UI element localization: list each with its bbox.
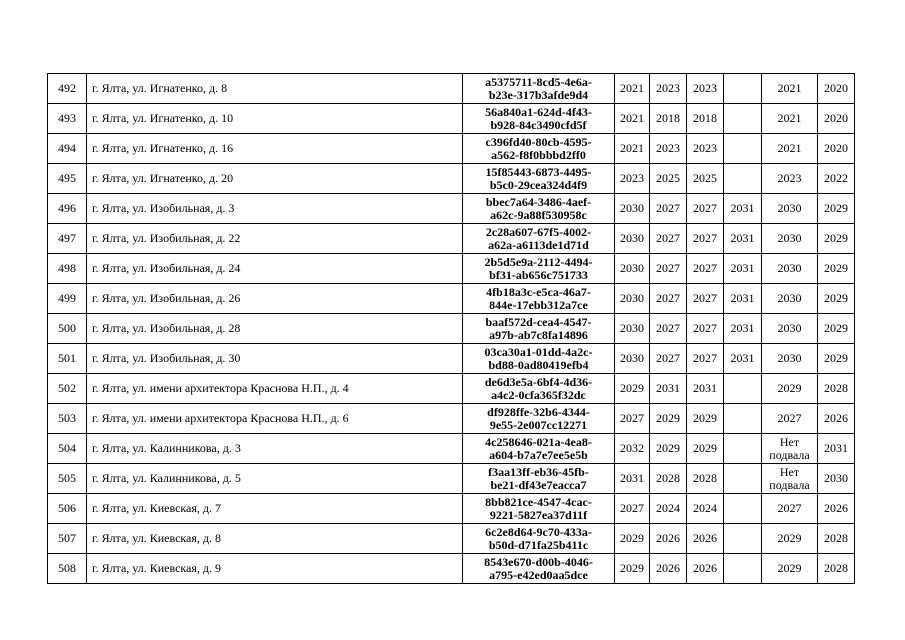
year-cell-c1: 2032 (615, 434, 650, 464)
guid-cell (463, 404, 615, 434)
row-number-cell: 499 (48, 284, 87, 314)
row-number-cell: 494 (48, 134, 87, 164)
table-row (48, 164, 855, 194)
year-cell-c5: 2030 (762, 254, 818, 284)
guid-part-2: 844e-17ebb312a7ce (489, 297, 588, 312)
address-cell: г. Ялта, ул. Изобильная, д. 30 (87, 344, 463, 374)
guid-part-1: 15f85443-6873-4495- (485, 164, 592, 179)
year-cell-c6: 2020 (818, 134, 855, 164)
row-number-cell: 504 (48, 434, 87, 464)
row-number-cell: 505 (48, 464, 87, 494)
year-cell-c4 (724, 374, 762, 404)
year-cell-c3: 2028 (687, 464, 724, 494)
year-cell-c1: 2031 (615, 464, 650, 494)
row-number-cell: 502 (48, 374, 87, 404)
year-cell-c1: 2030 (615, 254, 650, 284)
table-row (48, 224, 855, 254)
year-cell-c3: 2023 (687, 134, 724, 164)
guid-part-2: a62a-a6113de1d71d (488, 237, 589, 252)
guid-part-2: bd88-0ad80419efb4 (488, 357, 589, 372)
year-cell-c5: Нет подвала (762, 434, 818, 464)
address-cell: г. Ялта, ул. Калинникова, д. 5 (87, 464, 463, 494)
year-cell-c6: 2029 (818, 344, 855, 374)
year-cell-c6: 2029 (818, 254, 855, 284)
table-row (48, 404, 855, 434)
address-cell: г. Ялта, ул. имени архитектора Краснова Н.П., д. 4 (87, 374, 463, 404)
document-table-container (47, 73, 855, 584)
guid-cell (463, 134, 615, 164)
address-cell: г. Ялта, ул. Игнатенко, д. 10 (87, 104, 463, 134)
year-cell-c3: 2025 (687, 164, 724, 194)
guid-part-2: bf31-ab656c751733 (489, 267, 588, 282)
address-cell: г. Ялта, ул. Киевская, д. 9 (87, 554, 463, 584)
year-cell-c3: 2026 (687, 554, 724, 584)
row-number-cell: 508 (48, 554, 87, 584)
year-cell-c4: 2031 (724, 194, 762, 224)
guid-part-1: f3aa13ff-eb36-45fb- (488, 464, 589, 479)
address-cell: г. Ялта, ул. Игнатенко, д. 8 (87, 74, 463, 104)
year-cell-c3: 2018 (687, 104, 724, 134)
year-cell-c1: 2030 (615, 344, 650, 374)
guid-part-1: 2c28a607-67f5-4002- (485, 224, 592, 239)
table-row (48, 524, 855, 554)
year-cell-c1: 2030 (615, 284, 650, 314)
year-cell-c4 (724, 494, 762, 524)
year-cell-c5: 2021 (762, 134, 818, 164)
year-cell-c4 (724, 134, 762, 164)
address-table (47, 73, 855, 584)
address-cell: г. Ялта, ул. имени архитектора Краснова Н.П., д. 6 (87, 404, 463, 434)
table-row (48, 74, 855, 104)
year-cell-c5: 2021 (762, 74, 818, 104)
guid-part-2: b50d-d71fa25b411c (488, 537, 589, 552)
year-cell-c2: 2023 (650, 74, 687, 104)
guid-part-1: bbec7a64-3486-4aef- (485, 194, 592, 209)
year-cell-c5: 2029 (762, 554, 818, 584)
guid-cell (463, 434, 615, 464)
guid-cell (463, 374, 615, 404)
table-row (48, 554, 855, 584)
guid-part-2: a4c2-0cfa365f32dc (491, 387, 586, 402)
guid-cell (463, 104, 615, 134)
year-cell-c3: 2029 (687, 434, 724, 464)
table-row (48, 134, 855, 164)
year-cell-c2: 2026 (650, 554, 687, 584)
guid-part-2: b928-84c3490cfd5f (490, 117, 587, 132)
year-cell-c4 (724, 464, 762, 494)
year-cell-c6: 2022 (818, 164, 855, 194)
year-cell-c2: 2024 (650, 494, 687, 524)
guid-cell (463, 554, 615, 584)
guid-cell (463, 224, 615, 254)
row-number-cell: 507 (48, 524, 87, 554)
guid-part-1: baaf572d-cea4-4547- (485, 314, 592, 329)
table-row (48, 434, 855, 464)
year-cell-c6: 2029 (818, 194, 855, 224)
row-number-cell: 495 (48, 164, 87, 194)
address-cell: г. Ялта, ул. Киевская, д. 8 (87, 524, 463, 554)
table-row (48, 374, 855, 404)
table-row (48, 344, 855, 374)
year-cell-c5: 2027 (762, 494, 818, 524)
year-cell-c6: 2026 (818, 494, 855, 524)
guid-part-1: 56a840a1-624d-4f43- (485, 104, 592, 119)
year-cell-c2: 2028 (650, 464, 687, 494)
row-number-cell: 506 (48, 494, 87, 524)
year-cell-c3: 2031 (687, 374, 724, 404)
address-cell: г. Ялта, ул. Игнатенко, д. 16 (87, 134, 463, 164)
year-cell-c1: 2030 (615, 314, 650, 344)
year-cell-c2: 2027 (650, 224, 687, 254)
year-cell-c1: 2030 (615, 194, 650, 224)
guid-cell (463, 344, 615, 374)
year-cell-c1: 2027 (615, 494, 650, 524)
year-cell-c5: 2029 (762, 524, 818, 554)
address-cell: г. Ялта, ул. Калинникова, д. 3 (87, 434, 463, 464)
year-cell-c6: 2029 (818, 284, 855, 314)
row-number-cell: 498 (48, 254, 87, 284)
table-row (48, 194, 855, 224)
year-cell-c1: 2030 (615, 224, 650, 254)
year-cell-c5: 2030 (762, 224, 818, 254)
year-cell-c4: 2031 (724, 254, 762, 284)
year-cell-c4 (724, 434, 762, 464)
row-number-cell: 503 (48, 404, 87, 434)
year-cell-c1: 2029 (615, 554, 650, 584)
guid-cell (463, 74, 615, 104)
guid-cell (463, 464, 615, 494)
year-cell-c5: 2027 (762, 404, 818, 434)
year-cell-c6: 2030 (818, 464, 855, 494)
year-cell-c5: Нет подвала (762, 464, 818, 494)
guid-part-1: 8bb821ce-4547-4cac- (485, 494, 592, 509)
guid-cell (463, 314, 615, 344)
year-cell-c2: 2023 (650, 134, 687, 164)
year-cell-c4 (724, 404, 762, 434)
year-cell-c6: 2026 (818, 404, 855, 434)
address-cell: г. Ялта, ул. Игнатенко, д. 20 (87, 164, 463, 194)
year-cell-c2: 2029 (650, 434, 687, 464)
guid-part-1: 8543e670-d00b-4046- (484, 554, 593, 569)
guid-part-2: 9221-5827ea37d11f (489, 507, 588, 522)
year-cell-c2: 2026 (650, 524, 687, 554)
year-cell-c3: 2027 (687, 344, 724, 374)
year-cell-c3: 2027 (687, 254, 724, 284)
year-cell-c3: 2027 (687, 314, 724, 344)
year-cell-c6: 2020 (818, 74, 855, 104)
year-cell-c2: 2018 (650, 104, 687, 134)
row-number-cell: 500 (48, 314, 87, 344)
year-cell-c4: 2031 (724, 284, 762, 314)
year-cell-c2: 2027 (650, 254, 687, 284)
guid-part-2: a604-b7a7e7ee5e5b (489, 447, 588, 462)
year-cell-c1: 2021 (615, 74, 650, 104)
table-row (48, 104, 855, 134)
year-cell-c5: 2030 (762, 284, 818, 314)
year-cell-c4 (724, 74, 762, 104)
guid-part-1: 4fb18a3c-e5ca-46a7- (486, 284, 591, 299)
year-cell-c2: 2027 (650, 284, 687, 314)
guid-part-2: a62c-9a88f530958c (490, 207, 587, 222)
guid-cell (463, 494, 615, 524)
address-cell: г. Ялта, ул. Изобильная, д. 22 (87, 224, 463, 254)
guid-cell (463, 194, 615, 224)
row-number-cell: 501 (48, 344, 87, 374)
address-cell: г. Ялта, ул. Изобильная, д. 24 (87, 254, 463, 284)
row-number-cell: 497 (48, 224, 87, 254)
year-cell-c2: 2031 (650, 374, 687, 404)
guid-part-2: b23e-317b3afde9d4 (488, 87, 589, 102)
guid-part-1: a5375711-8cd5-4e6a- (485, 74, 592, 89)
guid-part-1: 03ca30a1-01dd-4a2c- (484, 344, 593, 359)
year-cell-c6: 2028 (818, 374, 855, 404)
guid-cell (463, 284, 615, 314)
table-row (48, 284, 855, 314)
guid-part-2: 9e55-2e007cc12271 (489, 417, 588, 432)
year-cell-c1: 2029 (615, 524, 650, 554)
year-cell-c3: 2029 (687, 404, 724, 434)
guid-part-2: be21-df43e7eacca7 (490, 477, 587, 492)
year-cell-c2: 2029 (650, 404, 687, 434)
year-cell-c4: 2031 (724, 224, 762, 254)
row-number-cell: 496 (48, 194, 87, 224)
guid-part-1: de6d3e5a-6bf4-4d36- (484, 374, 593, 389)
year-cell-c6: 2031 (818, 434, 855, 464)
year-cell-c1: 2027 (615, 404, 650, 434)
year-cell-c2: 2027 (650, 314, 687, 344)
address-cell: г. Ялта, ул. Изобильная, д. 28 (87, 314, 463, 344)
table-body (48, 74, 855, 584)
guid-cell (463, 164, 615, 194)
year-cell-c6: 2029 (818, 314, 855, 344)
year-cell-c4: 2031 (724, 344, 762, 374)
year-cell-c5: 2023 (762, 164, 818, 194)
year-cell-c1: 2029 (615, 374, 650, 404)
guid-part-2: a562-f8f0bbbd2ff0 (491, 147, 586, 162)
year-cell-c3: 2027 (687, 224, 724, 254)
year-cell-c4 (724, 524, 762, 554)
guid-part-2: a795-e42ed0aa5dce (489, 567, 588, 582)
year-cell-c5: 2030 (762, 314, 818, 344)
year-cell-c3: 2024 (687, 494, 724, 524)
year-cell-c6: 2029 (818, 224, 855, 254)
year-cell-c4 (724, 554, 762, 584)
guid-part-1: 6c2e8d64-9c70-433a- (485, 524, 592, 539)
year-cell-c2: 2027 (650, 344, 687, 374)
address-cell: г. Ялта, ул. Киевская, д. 7 (87, 494, 463, 524)
year-cell-c1: 2021 (615, 134, 650, 164)
table-row (48, 464, 855, 494)
year-cell-c5: 2021 (762, 104, 818, 134)
year-cell-c1: 2021 (615, 104, 650, 134)
year-cell-c5: 2030 (762, 344, 818, 374)
year-cell-c3: 2023 (687, 74, 724, 104)
guid-part-1: 2b5d5e9a-2112-4494- (484, 254, 593, 269)
year-cell-c2: 2025 (650, 164, 687, 194)
row-number-cell: 493 (48, 104, 87, 134)
year-cell-c3: 2027 (687, 284, 724, 314)
year-cell-c4 (724, 104, 762, 134)
year-cell-c2: 2027 (650, 194, 687, 224)
guid-cell (463, 524, 615, 554)
address-cell: г. Ялта, ул. Изобильная, д. 3 (87, 194, 463, 224)
guid-cell (463, 254, 615, 284)
year-cell-c6: 2020 (818, 104, 855, 134)
year-cell-c1: 2023 (615, 164, 650, 194)
address-cell: г. Ялта, ул. Изобильная, д. 26 (87, 284, 463, 314)
table-row (48, 254, 855, 284)
year-cell-c5: 2029 (762, 374, 818, 404)
year-cell-c5: 2030 (762, 194, 818, 224)
year-cell-c3: 2026 (687, 524, 724, 554)
year-cell-c6: 2028 (818, 524, 855, 554)
year-cell-c4: 2031 (724, 314, 762, 344)
guid-part-2: b5c0-29cea324d4f9 (489, 177, 588, 192)
guid-part-1: 4c258646-021a-4ea8- (485, 434, 592, 449)
year-cell-c6: 2028 (818, 554, 855, 584)
guid-part-1: c396fd40-80cb-4595- (485, 134, 592, 149)
table-row (48, 314, 855, 344)
table-row (48, 494, 855, 524)
year-cell-c3: 2027 (687, 194, 724, 224)
year-cell-c4 (724, 164, 762, 194)
guid-part-1: df928ffe-32b6-4344- (487, 404, 590, 419)
row-number-cell: 492 (48, 74, 87, 104)
guid-part-2: a97b-ab7c8fa14896 (489, 327, 588, 342)
